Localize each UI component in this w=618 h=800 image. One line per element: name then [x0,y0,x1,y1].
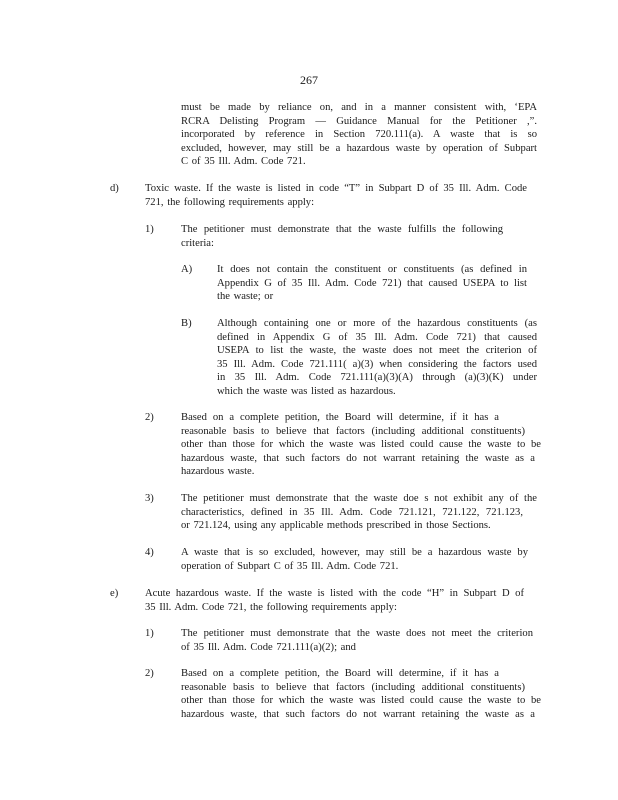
text-line: The petitioner must demonstrate that the waste fulfills the following [181,224,503,235]
text-line: other than those for which the waste was listed could cause the waste to be [181,695,541,707]
item-d1-text [181,223,503,250]
text-line: characteristics, defined in 35 Ill. Adm. Code 721.121, 721.122, 721.123, [181,506,523,518]
item-e2-label: 2) [145,668,154,679]
subitem-d1b-label: B) [181,318,192,329]
text-line: the waste; or [217,291,274,303]
item-d2-label: 2) [145,412,154,423]
subitem-d1b-text [217,317,537,399]
text-line: Although containing one or more of the hazardous constituents (as [217,318,537,329]
text-line: Acute hazardous waste. If the waste is listed with the code “H” in Subpart D of [145,588,524,599]
text-line: Based on a complete petition, the Board will determine, if it has a [181,668,499,679]
text-line: hazardous waste. [181,466,255,478]
item-d3-text [181,492,537,533]
text-line: other than those for which the waste was listed could cause the waste to be [181,439,541,451]
item-e1-text [181,627,533,654]
text-line: 35 Ill. Adm. Code 721, the following requirements apply: [145,601,397,613]
text-line: USEPA to list the waste, the waste does not meet the criterion of [217,345,537,357]
item-d1-label: 1) [145,224,154,235]
text-line: in 35 Ill. Adm. Code 721.111(a)(3)(A) through (a)(3)(K) under [217,372,537,384]
text-line: excluded, however, may still be a hazardous waste by operation of Subpart [181,142,537,154]
section-d-label: d) [110,183,119,194]
section-e-text [145,587,524,614]
item-d2-text [181,411,541,479]
section-d-text [145,182,527,209]
item-e1-label: 1) [145,628,154,639]
text-line: operation of Subpart C of 35 Ill. Adm. Code 721. [181,560,399,572]
intro-paragraph [181,101,537,169]
subitem-d1a-label: A) [181,264,193,275]
text-line: 35 Ill. Adm. Code 721.111( a)(3) when considering the factors used [217,358,537,370]
text-line: It does not contain the constituent or constituents (as defined in [217,264,527,275]
item-d4-text [181,546,528,573]
text-line: of 35 Ill. Adm. Code 721.111(a)(2); and [181,641,356,653]
item-d3-label: 3) [145,493,154,504]
section-e-label: e) [110,588,119,599]
text-line: defined in Appendix G of 35 Ill. Adm. Code 721) that caused [217,331,537,343]
text-line: hazardous waste, that such factors do not warrant retaining the waste as a [181,452,535,464]
subitem-d1a-text [217,263,527,304]
text-line: Based on a complete petition, the Board will determine, if it has a [181,412,499,423]
text-line: or 721.124, using any applicable methods prescribed in those Sections. [181,520,491,532]
item-d4-label: 4) [145,547,154,558]
text-line: The petitioner must demonstrate that the waste does not meet the criterion [181,628,533,639]
text-line: hazardous waste, that such factors do not warrant retaining the waste as a [181,708,535,720]
page-number: 267 [300,73,318,87]
item-e2-text [181,667,541,721]
text-line: Appendix G of 35 Ill. Adm. Code 721) that caused USEPA to list [217,277,527,289]
text-line: reasonable basis to believe that factors (including additional constituents) [181,681,525,693]
text-line: which the waste was listed as hazardous. [217,385,396,397]
text-line: criteria: [181,237,214,249]
text-line: RCRA Delisting Program — Guidance Manual for the Petitioner ,”. [181,115,537,127]
text-line: C of 35 Ill. Adm. Code 721. [181,156,306,168]
text-line: A waste that is so excluded, however, may still be a hazardous waste by [181,547,528,558]
text-line: must be made by reliance on, and in a manner consistent with, ‘EPA [181,102,537,113]
text-line: 721, the following requirements apply: [145,196,315,208]
text-line: The petitioner must demonstrate that the waste doe s not exhibit any of the [181,493,537,504]
text-line: Toxic waste. If the waste is listed in code “T” in Subpart D of 35 Ill. Adm. Code [145,183,527,194]
text-line: reasonable basis to believe that factors (including additional constituents) [181,425,525,437]
text-line: incorporated by reference in Section 720.111(a). A waste that is so [181,129,537,141]
